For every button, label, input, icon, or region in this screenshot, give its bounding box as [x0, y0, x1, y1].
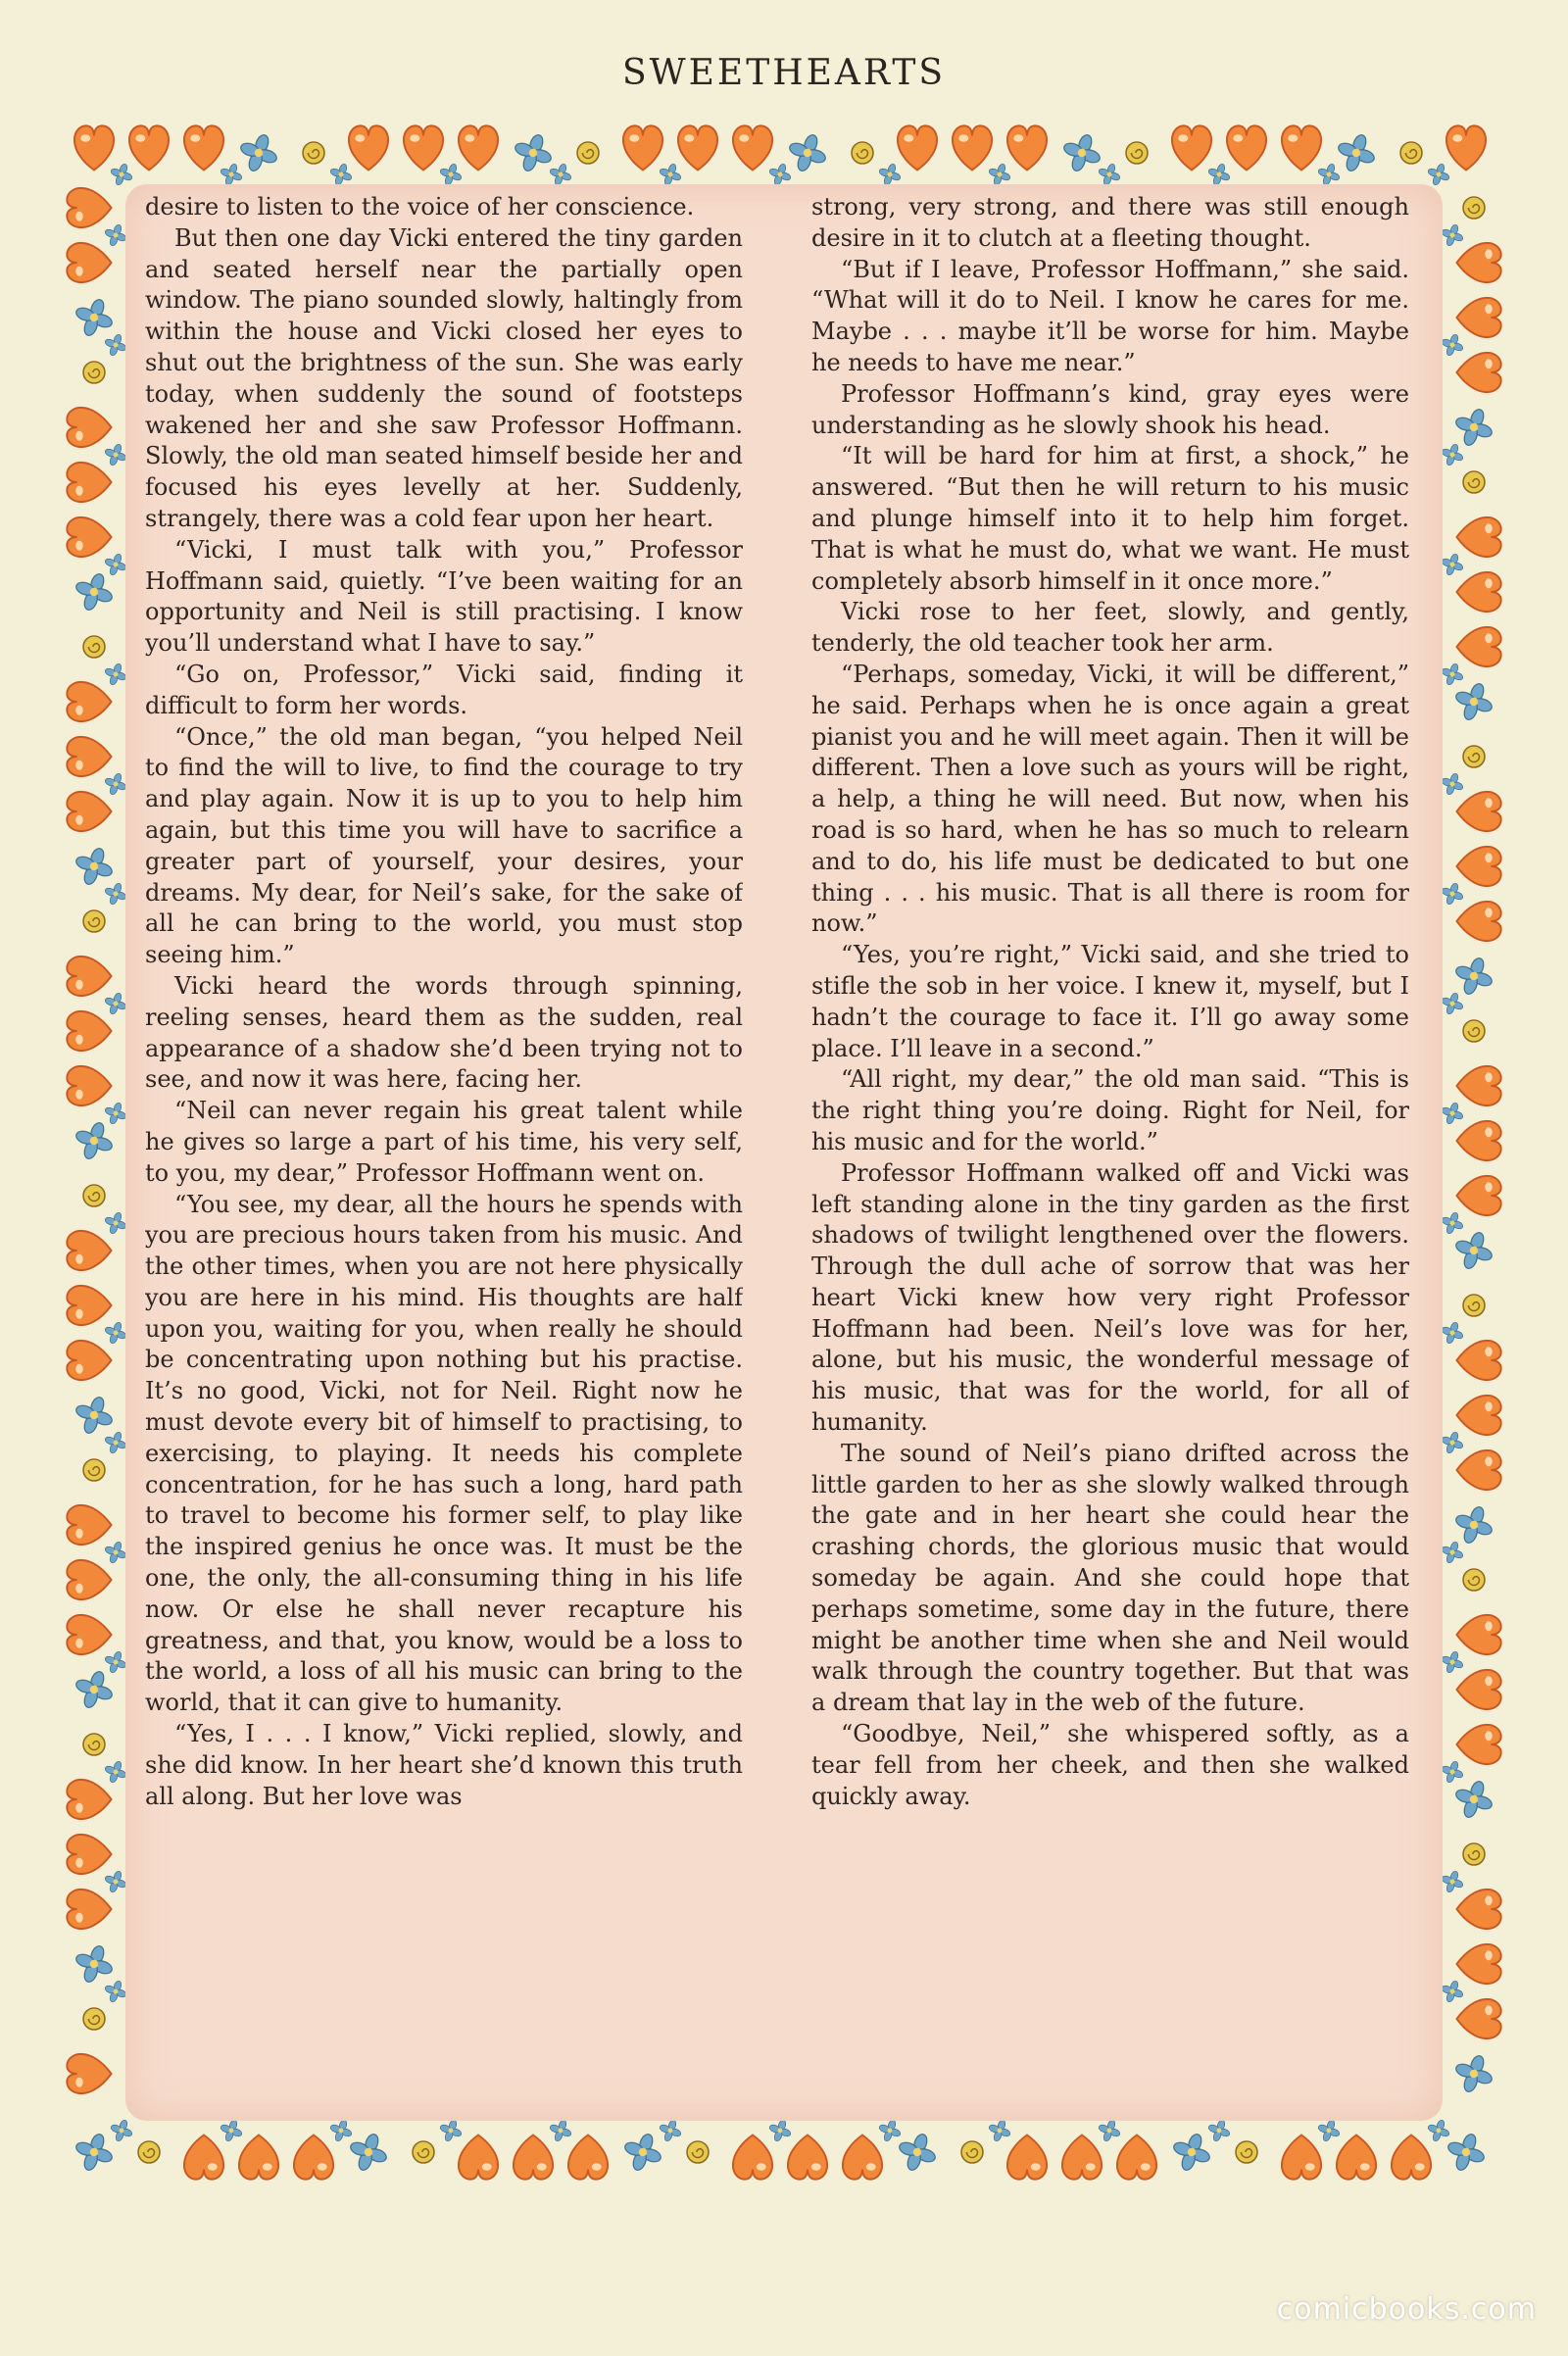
flower-icon — [1441, 1321, 1463, 1344]
story-paragraph: “Go on, Professor,” Vicki said, finding it difficult to form her words. — [145, 660, 743, 719]
story-paragraph: “But if I leave, Professor Hoffmann,” she said. “What will it do to Neil. I know he cares for me. Maybe . . . maybe it’ll be worse for him. Maybe he needs to have me near.” — [811, 255, 1409, 376]
heart-icon — [67, 957, 111, 996]
flower-icon — [74, 1121, 114, 1160]
heart-icon — [67, 1231, 111, 1270]
flower-icon — [1441, 1760, 1463, 1783]
heart-icon — [67, 1890, 111, 1929]
flower-icon — [104, 1102, 126, 1124]
heart-icon — [1457, 517, 1501, 557]
story-paragraph: Professor Hoffmann walked off and Vicki was left standing alone in the tiny garden as the first shadows of twilight lengthened over the flowers. Through the dull ache of sorrow that was her heart Vicki knew how very right Professor Hoffmann had been. Neil’s love was for her, alone, but his music, the wonderful message of his music, that was for the world, for all of humanity. — [811, 1158, 1409, 1437]
flower-icon — [74, 847, 114, 886]
story-paragraph: “It will be hard for him at first, a shock,” he answered. “But then he will return to his music and plunge himself into it to help him forget. That is what he must do, what we want. He must completely absorb himself in it once more.” — [811, 442, 1409, 595]
flower-icon — [104, 663, 126, 685]
heart-icon — [843, 2135, 882, 2180]
story-paragraph: “Yes, you’re right,” Vicki said, and she tried to stifle the sob in her voice. I knew it, myself, but I hadn’t the courage to face it. I’ll go away some place. I’ll leave in a second.” — [811, 941, 1409, 1062]
flower-icon — [1441, 1211, 1463, 1234]
flower-icon — [1441, 663, 1463, 685]
rose-icon — [687, 2141, 709, 2163]
heart-icon — [1007, 125, 1047, 170]
heart-icon — [67, 682, 111, 721]
flower-icon — [110, 163, 132, 185]
rose-icon — [83, 1734, 105, 1755]
rose-icon — [83, 362, 105, 383]
heart-icon — [1457, 1944, 1501, 1984]
story-paragraph: desire to listen to the voice of her conscience. — [145, 193, 695, 221]
heart-icon — [67, 1505, 111, 1545]
heart-icon — [1457, 1999, 1501, 2038]
story-paragraph: “Neil can never regain his great talent while he gives so large a part of his time, his very self, to you, my dear,” Professor Hoffmann went on. — [145, 1097, 743, 1187]
flower-icon — [1454, 2054, 1494, 2093]
heart-icon — [733, 125, 772, 170]
heart-icon — [67, 737, 111, 776]
heart-icon — [404, 125, 443, 170]
flower-icon — [74, 298, 114, 337]
flower-icon — [1441, 223, 1463, 246]
heart-icon — [1457, 1176, 1501, 1215]
flower-icon — [768, 163, 791, 185]
heart-icon — [1457, 1670, 1501, 1709]
story-paragraph: “Vicki, I must talk with you,” Professor Hoffmann said, quietly. “I’ve been waiting for an opportunity and Neil is still practising. I know you’ll understand what I have to say.” — [145, 535, 743, 658]
rose-icon — [1463, 746, 1485, 767]
flower-icon — [1427, 2119, 1449, 2141]
heart-icon — [67, 1341, 111, 1380]
flower-icon — [104, 1211, 126, 1234]
flower-icon — [1317, 163, 1340, 185]
heart-icon — [1457, 1121, 1501, 1160]
heart-icon — [678, 125, 717, 170]
flower-icon — [104, 1870, 126, 1892]
rose-icon — [83, 910, 105, 932]
flower-icon — [788, 133, 827, 172]
flower-icon — [329, 2119, 352, 2141]
story-paragraph: The sound of Neil’s piano drifted across the little garden to her as she slowly walked through the gate and in her heart she could hear the crashing chords, the glorious music that would someday be again. And she could hope that perhaps sometime, some day in the future, there might be another time when she and Neil would walk through the country together. But that was a dream that lay in the web of the future. — [811, 1439, 1409, 1717]
flower-icon — [1454, 1780, 1494, 1819]
story-column-left — [145, 192, 743, 2093]
story-paragraph: strong, very strong, and there was still enough desire in it to clutch at a fleeting thought. — [811, 193, 1409, 252]
flower-icon — [1454, 408, 1494, 447]
story-paragraph: “Perhaps, someday, Vicki, it will be different,” he said. Perhaps when he is once again a great pianist you and he will meet again. Then it will be different. Then a love such as yours will be right, a help, a thing he will need. But now, when his road is so hard, when he has so much to relearn and to do, his life must be dedicated to but one thing . . . his music. That is all there is room for now.” — [811, 660, 1409, 938]
heart-icon — [1457, 1890, 1501, 1929]
rose-icon — [413, 2141, 434, 2163]
heart-icon — [1457, 627, 1501, 666]
heart-icon — [1446, 125, 1486, 170]
flower-icon — [1441, 882, 1463, 905]
heart-icon — [67, 463, 111, 502]
flower-icon — [878, 2119, 901, 2141]
heart-icon — [623, 125, 662, 170]
heart-icon — [733, 2135, 772, 2180]
flower-icon — [1337, 133, 1376, 172]
flower-icon — [988, 2119, 1010, 2141]
heart-icon — [67, 1011, 111, 1051]
rose-icon — [1463, 1020, 1485, 1042]
heart-icon — [1282, 125, 1321, 170]
rose-icon — [1463, 197, 1485, 219]
heart-icon — [294, 2135, 333, 2180]
heart-icon — [239, 2135, 278, 2180]
flower-icon — [74, 1944, 114, 1984]
heart-icon — [1282, 2135, 1321, 2180]
flower-icon — [1441, 1102, 1463, 1124]
heart-icon — [67, 1286, 111, 1325]
flower-icon — [1172, 2133, 1211, 2172]
flower-icon — [1454, 957, 1494, 996]
page-title: SWEETHEARTS — [621, 53, 947, 93]
flower-icon — [1454, 1231, 1494, 1270]
story-paragraph: Vicki heard the words through spinning, reeling senses, heard them as the sudden, real appearance of a shadow she’d been trying not to see, and now it was here, facing her. — [145, 971, 743, 1094]
rose-icon — [83, 1185, 105, 1206]
heart-icon — [67, 1066, 111, 1105]
heart-icon — [349, 125, 388, 170]
heart-icon — [1337, 2135, 1376, 2180]
heart-icon — [1007, 2135, 1047, 2180]
rose-icon — [852, 142, 873, 164]
rose-icon — [1463, 1569, 1485, 1591]
heart-icon — [1392, 2135, 1431, 2180]
rose-icon — [1236, 2141, 1257, 2163]
rose-icon — [303, 142, 324, 164]
flower-icon — [104, 223, 126, 246]
flower-icon — [1454, 682, 1494, 721]
heart-icon — [1117, 2135, 1156, 2180]
heart-icon — [459, 125, 498, 170]
rose-icon — [1126, 142, 1148, 164]
flower-icon — [988, 163, 1010, 185]
heart-icon — [1457, 243, 1501, 282]
flower-icon — [220, 2119, 242, 2141]
story-paragraph: Vicki rose to her feet, slowly, and gently, tenderly, the old teacher took her arm. — [811, 598, 1409, 658]
flower-icon — [104, 333, 126, 356]
heart-icon — [67, 792, 111, 831]
flower-icon — [104, 1321, 126, 1344]
heart-icon — [1457, 1341, 1501, 1380]
story-paragraph: But then one day Vicki entered the tiny garden and seated herself near the partially open window. The piano sounded slowly, haltingly from within the house and Vicki closed her eyes to shut out the brightness of the sun. She was early today, when suddenly the sound of footsteps wakened her and she saw Professor Hoffmann. Slowly, the old man seated himself beside her and focused his eyes levelly at her. Suddenly, strangely, there was a cold fear upon her heart. — [145, 223, 743, 532]
flower-icon — [549, 2119, 571, 2141]
heart-icon — [1457, 1066, 1501, 1105]
heart-icon — [67, 1780, 111, 1819]
heart-icon — [1457, 572, 1501, 612]
story-paragraph: “Once,” the old man began, “you helped Neil to find the will to live, to find the courage to try and play again. Now it is up to you to help him again, but this time you will have to sacrifice a greater part of yourself, your desires, your dreams. My dear, for Neil’s sake, for the sake of all he can bring to the world, you must stop seeing him.” — [145, 722, 743, 969]
heart-icon — [67, 517, 111, 557]
flower-icon — [1454, 1505, 1494, 1545]
heart-icon — [1457, 1450, 1501, 1490]
heart-icon — [1457, 792, 1501, 831]
flower-icon — [104, 882, 126, 905]
story-paragraph: Professor Hoffmann’s kind, gray eyes were understanding as he slowly shook his head. — [811, 379, 1409, 439]
flower-icon — [439, 163, 462, 185]
heart-icon — [184, 2135, 223, 2180]
flower-icon — [1441, 443, 1463, 466]
heart-icon — [1457, 847, 1501, 886]
flower-icon — [514, 133, 553, 172]
flower-icon — [1441, 1431, 1463, 1453]
heart-icon — [67, 408, 111, 447]
site-watermark: comicbooks.com — [1276, 2292, 1537, 2327]
rose-icon — [83, 636, 105, 658]
flower-icon — [1441, 1980, 1463, 2002]
heart-icon — [184, 125, 223, 170]
heart-icon — [1457, 353, 1501, 392]
heart-icon — [67, 188, 111, 227]
flower-icon — [1446, 2133, 1486, 2172]
heart-icon — [898, 125, 937, 170]
flower-icon — [878, 163, 901, 185]
flower-icon — [1207, 163, 1230, 185]
rose-icon — [1400, 142, 1422, 164]
story-paragraph: “Goodbye, Neil,” she whispered softly, as a tear fell from her cheek, and then she walked quickly away. — [811, 1720, 1409, 1810]
story-paragraph: “You see, my dear, all the hours he spends with you are precious hours taken from his music. And the other times, when you are not here physically you are here in his mind. His thoughts are half upon you, waiting for you, when really he should be concentrating upon nothing but his practise. It’s no good, Vicki, not for Neil. Right now he must devote every bit of himself to practising, to exercising, to playing. It needs his complete concentration, for he has such a long, hard path to travel to become his former self, to play like the inspired genius he once was. It must be the one, the only, the all-consuming thing in his life now. Or else he shall never recapture his greatness, and that, you know, would be a loss to the world, a loss of all his music can bring to the world, that it can give to humanity. — [145, 1190, 743, 1717]
flower-icon — [239, 133, 278, 172]
heart-icon — [1227, 125, 1266, 170]
story-column-right — [811, 192, 1409, 2093]
flower-icon — [104, 443, 126, 466]
flower-icon — [349, 2133, 388, 2172]
rose-icon — [1463, 1295, 1485, 1316]
rose-icon — [961, 2141, 983, 2163]
heart-icon — [459, 2135, 498, 2180]
flower-icon — [329, 163, 352, 185]
flower-icon — [1441, 1541, 1463, 1563]
flower-icon — [623, 2133, 662, 2172]
rose-icon — [83, 2008, 105, 2030]
flower-icon — [1441, 1870, 1463, 1892]
heart-icon — [788, 2135, 827, 2180]
heart-icon — [129, 125, 169, 170]
flower-icon — [1098, 163, 1120, 185]
heart-icon — [1457, 298, 1501, 337]
flower-icon — [1441, 1650, 1463, 1673]
flower-icon — [104, 1541, 126, 1563]
flower-icon — [549, 163, 571, 185]
heart-icon — [74, 125, 114, 170]
flower-icon — [1427, 163, 1449, 185]
flower-icon — [104, 553, 126, 575]
heart-icon — [1172, 125, 1211, 170]
flower-icon — [104, 1760, 126, 1783]
heart-icon — [514, 2135, 553, 2180]
flower-icon — [74, 1670, 114, 1709]
heart-icon — [1457, 1396, 1501, 1435]
flower-icon — [104, 1650, 126, 1673]
flower-icon — [898, 2133, 937, 2172]
heart-icon — [1457, 1725, 1501, 1764]
flower-icon — [74, 1396, 114, 1435]
rose-icon — [138, 2141, 160, 2163]
heart-icon — [953, 125, 992, 170]
flower-icon — [659, 2119, 681, 2141]
flower-icon — [1062, 133, 1102, 172]
flower-icon — [74, 2133, 114, 2172]
heart-icon — [1457, 902, 1501, 941]
rose-icon — [83, 1459, 105, 1481]
story-paragraph: “All right, my dear,” the old man said. “This is the right thing you’re doing. Right for Neil, for his music and for the world.” — [811, 1065, 1409, 1155]
flower-icon — [1441, 553, 1463, 575]
flower-icon — [1098, 2119, 1120, 2141]
flower-icon — [439, 2119, 462, 2141]
flower-icon — [104, 772, 126, 795]
flower-icon — [1207, 2119, 1230, 2141]
story-paragraph: “Yes, I . . . I know,” Vicki replied, slowly, and she did know. In her heart she’d known this truth all along. But her love was — [145, 1720, 743, 1810]
flower-icon — [768, 2119, 791, 2141]
flower-icon — [1441, 992, 1463, 1014]
heart-icon — [1062, 2135, 1102, 2180]
flower-icon — [1317, 2119, 1340, 2141]
heart-icon — [1457, 1615, 1501, 1654]
heart-icon — [67, 243, 111, 282]
flower-icon — [104, 1431, 126, 1453]
flower-icon — [104, 1980, 126, 2002]
flower-icon — [110, 2119, 132, 2141]
flower-icon — [1441, 333, 1463, 356]
heart-icon — [67, 1615, 111, 1654]
rose-icon — [577, 142, 599, 164]
flower-icon — [104, 992, 126, 1014]
heart-icon — [568, 2135, 608, 2180]
flower-icon — [659, 163, 681, 185]
heart-icon — [67, 1560, 111, 1599]
heart-icon — [67, 1835, 111, 1874]
flower-icon — [1441, 772, 1463, 795]
rose-icon — [1463, 471, 1485, 493]
flower-icon — [74, 572, 114, 612]
heart-icon — [67, 2054, 111, 2093]
rose-icon — [1463, 1843, 1485, 1865]
flower-icon — [220, 163, 242, 185]
